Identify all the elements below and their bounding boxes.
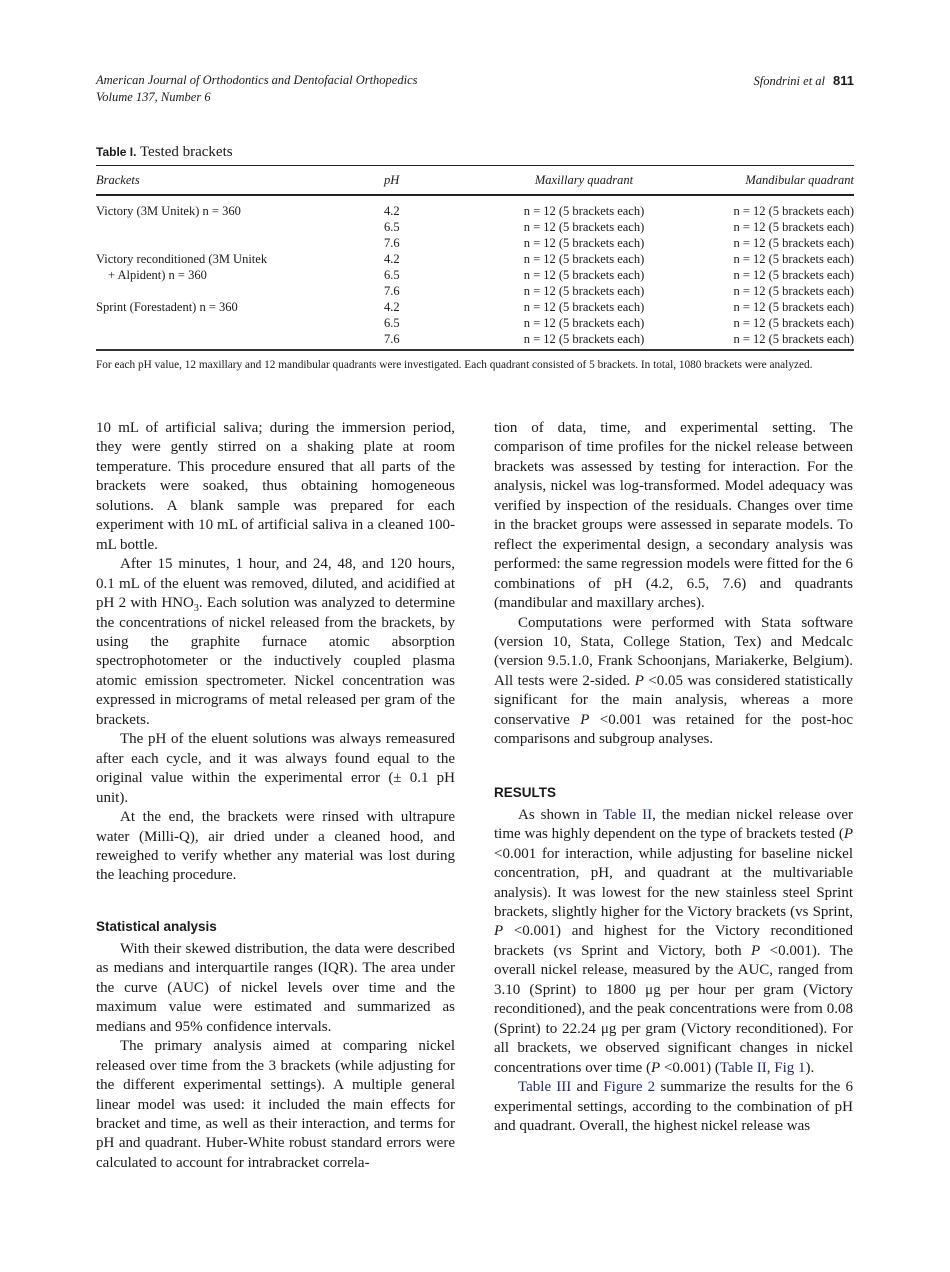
cell-maxillary: n = 12 (5 brackets each) — [523, 236, 645, 250]
link-figure-2[interactable]: Figure 2 — [603, 1079, 656, 1096]
italic-p: P — [843, 826, 853, 843]
text-span: , the median nickel release over time was highly dependent on the type of brackets tested ( — [494, 806, 853, 843]
cell-mandibular: n = 12 (5 brackets each) — [733, 204, 854, 218]
body-column-left — [96, 419, 455, 1173]
cell-maxillary: n = 12 (5 brackets each) — [523, 268, 645, 282]
cell-ph: 7.6 — [384, 332, 400, 346]
cell-bracket — [96, 315, 384, 331]
table-header-row — [96, 166, 854, 196]
cell-bracket: Sprint (Forestadent) n = 360 — [96, 300, 238, 314]
cell-bracket: Victory reconditioned (3M Unitek — [96, 252, 268, 266]
paragraph — [494, 614, 853, 750]
page-number: 811 — [833, 73, 854, 88]
cell-ph: 6.5 — [384, 220, 400, 234]
cell-maxillary: n = 12 (5 brackets each) — [523, 252, 645, 266]
table-row — [96, 299, 854, 315]
table-title: Tested brackets — [139, 144, 233, 160]
text-span: <0.05 was considered statistically significant for the main analysis, whereas a more conservative — [494, 672, 853, 728]
text-span: and — [571, 1079, 604, 1096]
journal-info — [96, 72, 418, 106]
table-row — [96, 195, 854, 219]
paragraph: 10 mL of artificial saliva; during the immersion period, they were gently stirred on a shaking plate at room temperature. This procedure ensured that all parts of the brackets were soaked, thus obtaining homogeneous solutions. A blank sample was prepared for each experiment with 10 mL of artificial saliva in a cleaned 100-mL bottle. — [96, 420, 455, 553]
cell-mandibular: n = 12 (5 brackets each) — [733, 236, 854, 250]
cell-mandibular: n = 12 (5 brackets each) — [733, 252, 854, 266]
body-column-right — [494, 419, 853, 1136]
italic-p: P — [494, 923, 504, 940]
italic-p: P — [580, 711, 590, 728]
paragraph — [96, 555, 455, 730]
text-span: <0.001). The overall nickel release, measured by the AUC, ranged from 3.10 (Sprint) to 1800 μg per hour per gram (Victory reconditioned), and the peak concentrations were from 0.08 (Sprint) to 22.24 μg per gram (Victory reconditioned). For all brackets, we observed significant changes in nickel concentrations over time ( — [494, 942, 853, 1076]
text-span: <0.001 for interaction, while adjusting for baseline nickel concentration, pH, and quadrant at the multivariable analysis). It was lowest for the new stainless steel Sprint brackets, slightly higher for the Victory brackets (vs Sprint, — [494, 845, 853, 920]
table-row — [96, 235, 854, 251]
paragraph — [494, 806, 853, 1078]
table-row — [96, 283, 854, 299]
cell-ph: 4.2 — [384, 252, 400, 266]
text-span: . Each solution was analyzed to determine the concentrations of nickel released from the brackets, by using the graphite furnace atomic absorption spectrophotometer or the inductively coupled plasma atomic emission spectrometer. Nickel concentration was expressed in micrograms of metal released per gram of the brackets. — [96, 595, 455, 728]
cell-bracket — [96, 235, 384, 251]
cell-ph: 7.6 — [384, 236, 400, 250]
text-span: <0.001) and highest for the Victory reconditioned brackets (vs Sprint and Victory, both — [494, 923, 853, 959]
cell-mandibular: n = 12 (5 brackets each) — [733, 268, 854, 282]
cell-maxillary: n = 12 (5 brackets each) — [523, 284, 645, 298]
text-span: <0.001 was retained for the post-hoc comparisons and subgroup analyses. — [494, 711, 853, 748]
col-header-ph: pH — [384, 173, 400, 187]
paragraph: At the end, the brackets were rinsed with ultrapure water (Milli-Q), air dried under a cleaned hood, and reweighed to verify whether any material was lost during the leaching procedure. — [96, 809, 455, 884]
cell-mandibular: n = 12 (5 brackets each) — [733, 300, 854, 314]
cell-ph: 4.2 — [384, 204, 400, 218]
table-caption — [96, 142, 854, 162]
cell-ph: 6.5 — [384, 316, 400, 330]
text-span: , — [766, 1059, 775, 1076]
cell-bracket — [96, 331, 384, 350]
link-table-iii[interactable]: Table III — [518, 1079, 572, 1096]
cell-maxillary: n = 12 (5 brackets each) — [523, 332, 645, 346]
cell-bracket — [96, 283, 384, 299]
text-span: <0.001) ( — [660, 1059, 720, 1076]
link-table-ii[interactable]: Table II — [603, 806, 653, 823]
text-span: Computations were performed with Stata software (version 10, Stata, College Station, Tex) and Medcalc (version 9.5.1.0, Frank Schoonjans, Mariakerke, Belgium). All tests were 2-sided. — [494, 614, 853, 689]
cell-maxillary: n = 12 (5 brackets each) — [523, 220, 645, 234]
link-table-ii[interactable]: Table II — [719, 1059, 767, 1076]
table-row — [96, 219, 854, 235]
cell-ph: 4.2 — [384, 300, 400, 314]
journal-volume: Volume 137, Number 6 — [96, 90, 211, 104]
table-row — [96, 267, 854, 283]
text-span: ). — [805, 1059, 815, 1076]
cell-mandibular: n = 12 (5 brackets each) — [733, 220, 854, 234]
paragraph: tion of data, time, and experimental setting. The comparison of time profiles for the nickel release between brackets was assessed by testing for interaction. For the analysis, nickel was log-transformed. Model adequacy was verified by inspection of the residuals. Changes over time in the bracket groups were assessed in separate models. To reflect the experimental design, a secondary analysis was performed: the same regression models were fitted for the 6 combinations of pH (4.2, 6.5, 7.6) and quadrants (mandibular and maxillary arches). — [494, 420, 853, 612]
table-row — [96, 331, 854, 350]
italic-p: P — [634, 672, 644, 689]
author-page — [753, 72, 854, 90]
cell-bracket: Victory (3M Unitek) n = 360 — [96, 204, 241, 218]
text-span: After 15 minutes, 1 hour, and 24, 48, and 120 hours, 0.1 mL of the eluent was removed, diluted, and acidified at pH 2 with HNO — [96, 556, 455, 612]
paragraph: With their skewed distribution, the data were described as medians and interquartile ranges (IQR). The area under the curve (AUC) of nickel levels over time and the maximum value were estimated and summarized as medians and 95% confidence intervals. — [96, 940, 455, 1035]
subscript: 3 — [193, 603, 199, 615]
italic-p: P — [751, 942, 761, 959]
paragraph: The primary analysis aimed at comparing nickel released over time from the 3 brackets (while adjusting for the different experimental settings). A multiple general linear model was used: it included the main effects for bracket and time, as well as their interaction, and terms for pH and quadrant. Huber-White robust standard errors were calculated to account for intrabracket correla- — [96, 1038, 455, 1171]
section-heading-statistical-analysis: Statistical analysis — [96, 918, 217, 934]
paragraph — [494, 1078, 853, 1136]
text-span: summarize the results for the 6 experimental settings, according to the combination of pH and quadrant. Overall, the highest nickel release was — [494, 1079, 853, 1134]
table-row — [96, 315, 854, 331]
col-header-mandibular: Mandibular quadrant — [745, 173, 854, 187]
col-header-brackets: Brackets — [96, 173, 140, 187]
cell-mandibular: n = 12 (5 brackets each) — [733, 284, 854, 298]
section-heading-results: RESULTS — [494, 784, 557, 800]
cell-maxillary: n = 12 (5 brackets each) — [523, 300, 645, 314]
cell-maxillary: n = 12 (5 brackets each) — [523, 316, 645, 330]
cell-bracket — [96, 219, 384, 235]
cell-maxillary: n = 12 (5 brackets each) — [523, 204, 645, 218]
table-label: Table I. — [96, 145, 137, 159]
running-authors: Sfondrini et al — [753, 74, 826, 88]
journal-title: American Journal of Orthodontics and Dentofacial Orthopedics — [96, 73, 418, 87]
cell-mandibular: n = 12 (5 brackets each) — [733, 316, 854, 330]
cell-ph: 6.5 — [384, 268, 400, 282]
cell-mandibular: n = 12 (5 brackets each) — [733, 332, 854, 346]
link-fig-1[interactable]: Fig 1 — [774, 1059, 806, 1076]
table-footnote: For each pH value, 12 maxillary and 12 mandibular quadrants were investigated. Each quadrant consisted of 5 brackets. In total, 1080 brackets were analyzed. — [96, 359, 813, 371]
cell-ph: 7.6 — [384, 284, 400, 298]
table-row — [96, 251, 854, 267]
cell-bracket: + Alpident) n = 360 — [108, 268, 207, 282]
col-header-maxillary: Maxillary quadrant — [534, 173, 634, 187]
table-1 — [96, 142, 854, 373]
tested-brackets-table — [96, 165, 854, 351]
italic-p: P — [651, 1059, 661, 1076]
text-span: As shown in — [518, 806, 604, 823]
paragraph: The pH of the eluent solutions was always remeasured after each cycle, and it was always found equal to the original value within the experimental error (± 0.1 pH unit). — [96, 731, 455, 806]
